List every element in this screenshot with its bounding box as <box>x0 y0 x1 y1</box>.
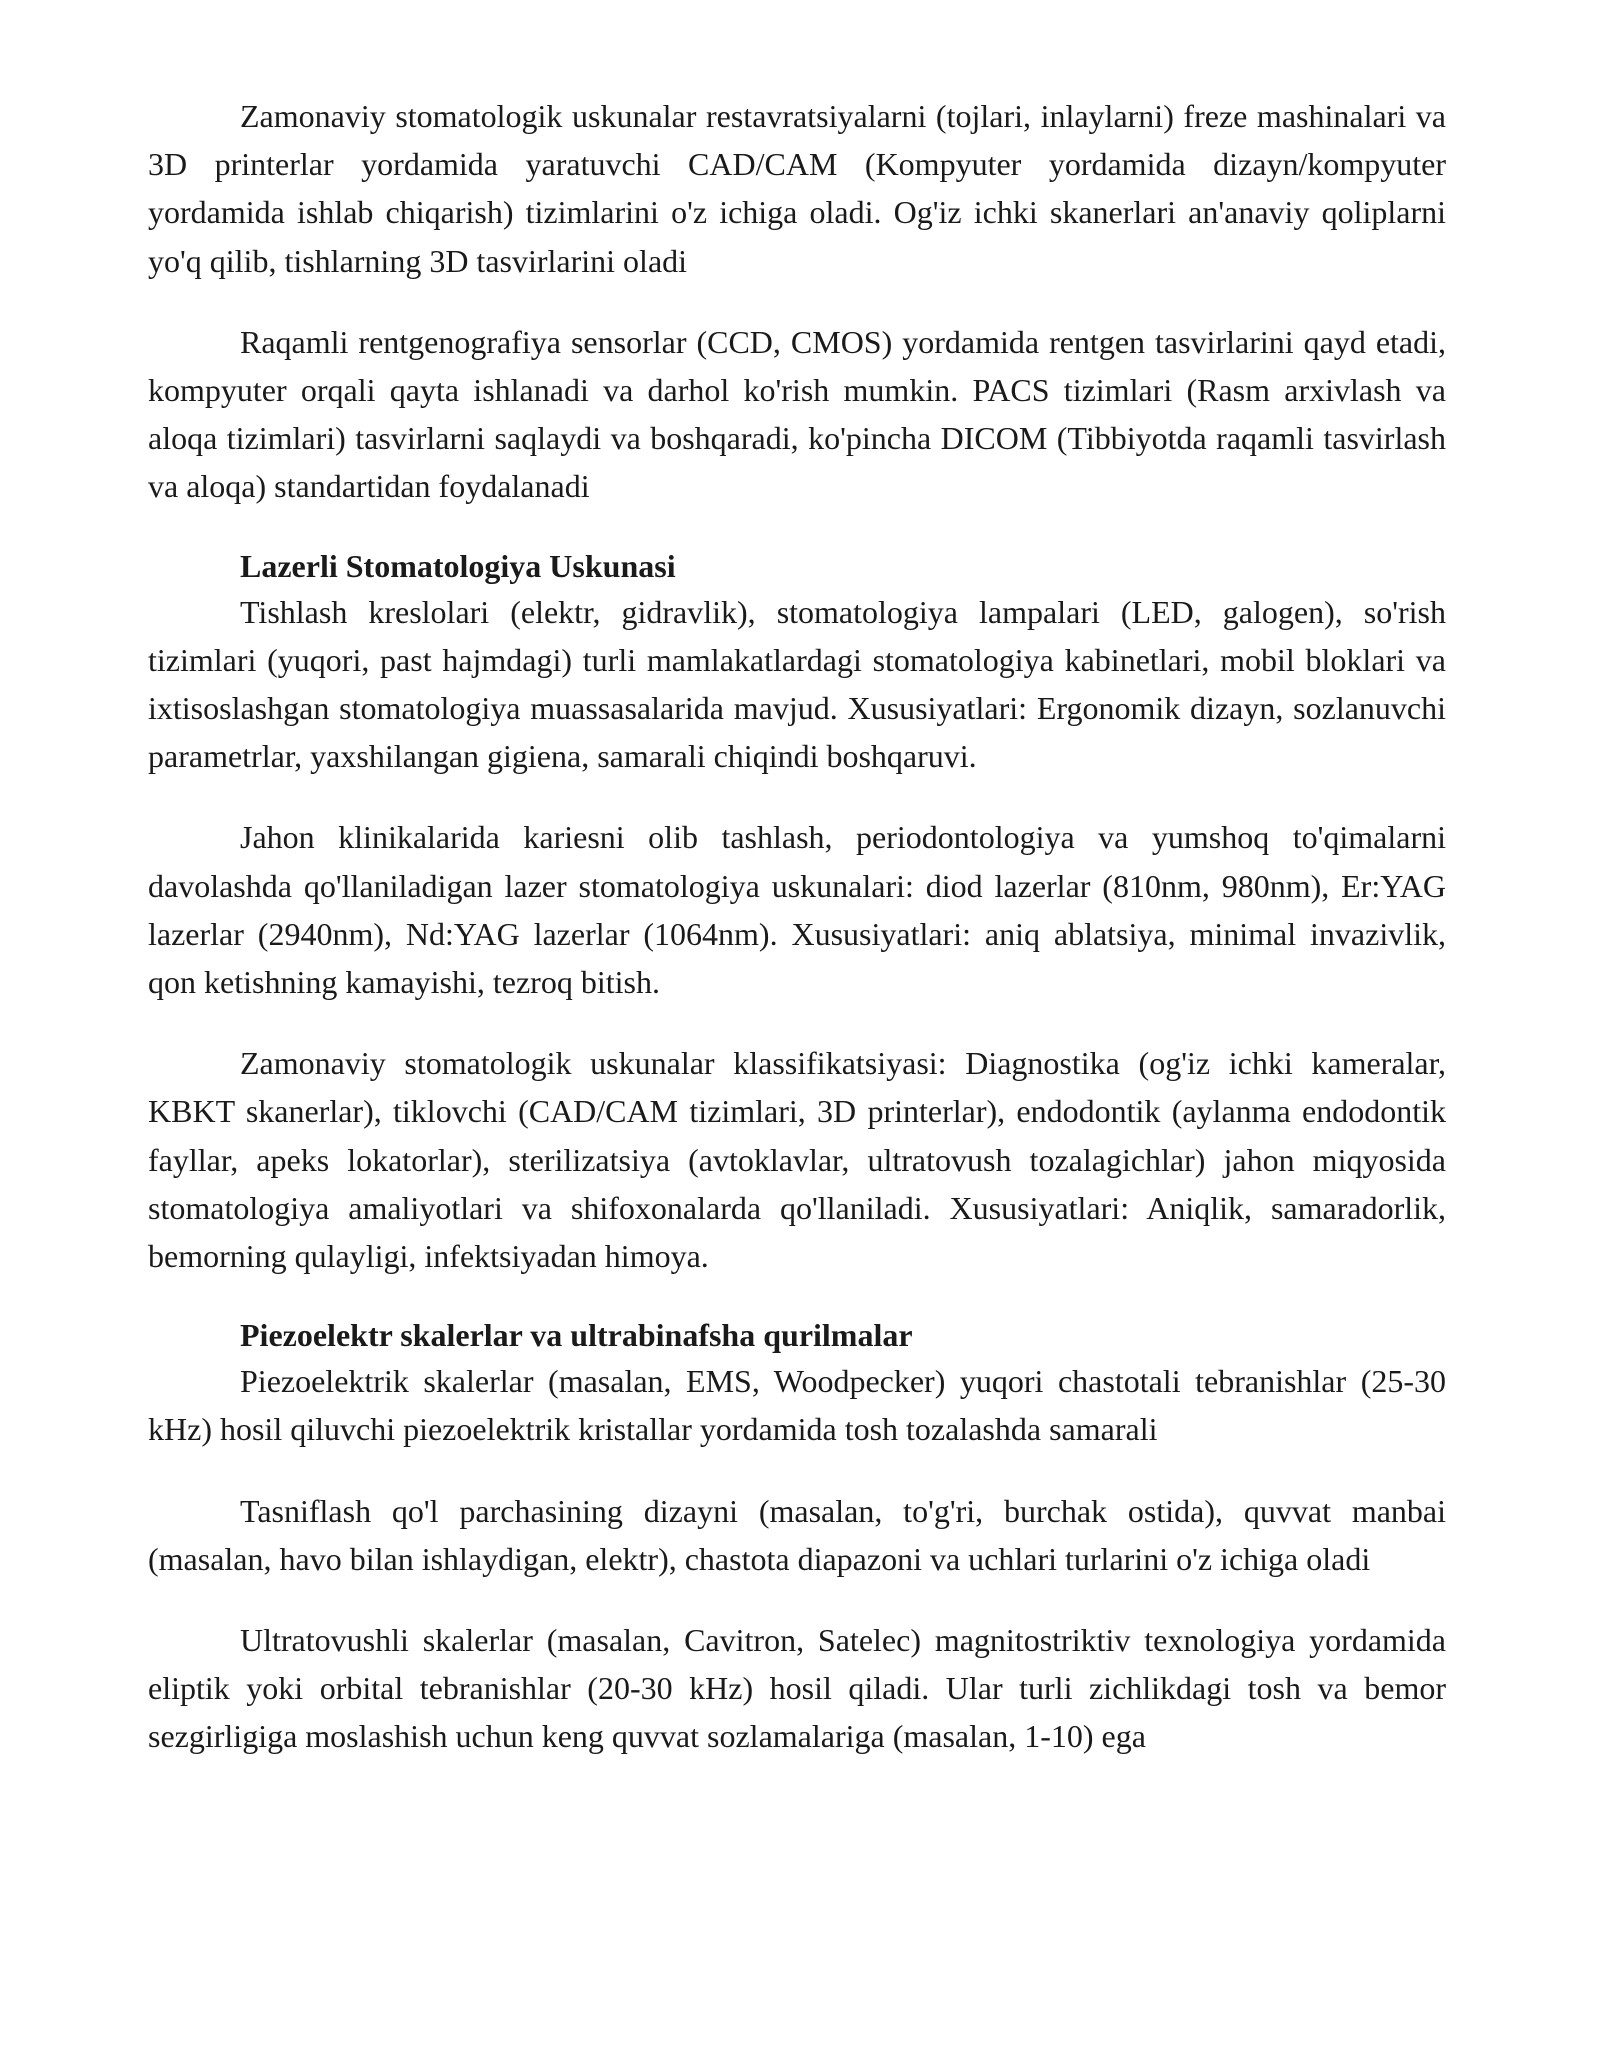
section-heading-piezo: Piezoelektr skalerlar va ultrabinafsha qurilmalar <box>240 1317 913 1354</box>
paragraph-classification-handpiece: Tasniflash qo'l parchasining dizayni (masalan, to'g'ri, burchak ostida), quvvat manbai (masalan, havo bilan ishlaydigan, elektr), chastota diapazoni va uchlari turlarini o'z ichiga oladi <box>148 1492 1446 1577</box>
document-page <box>148 92 1446 1794</box>
paragraph-cad-cam: Zamonaviy stomatologik uskunalar restavratsiyalarni (tojlari, inlaylarni) freze mashinalari va 3D printerlar yordamida yaratuvchi CAD/CAM (Kompyuter yordamida dizayn/kompyuter yordamida ishlab chiqarish) tizimlarini o'z ichiga oladi. Og'iz ichki skanerlari an'anaviy qoliplarni yo'q qilib, tishlarning 3D tasvirlarini oladi <box>148 98 1446 279</box>
paragraph-piezo-scalers: Piezoelektrik skalerlar (masalan, EMS, Woodpecker) yuqori chastotali tebranishlar (25-30 kHz) hosil qiluvchi piezoelektrik kristallar yordamida tosh tozalashda samarali <box>148 1363 1446 1448</box>
paragraph-digital-radiography: Raqamli rentgenografiya sensorlar (CCD, CMOS) yordamida rentgen tasvirlarini qayd etadi, kompyuter orqali qayta ishlanadi va darhol ko'rish mumkin. PACS tizimlari (Rasm arxivlash va aloqa tizimlari) tasvirlarni saqlaydi va boshqaradi, ko'pincha DICOM (Tibbiyotda raqamli tasvirlash va aloqa) standartidan foydalanadi <box>148 323 1446 505</box>
paragraph-ultrasonic-scalers: Ultratovushli skalerlar (masalan, Cavitron, Satelec) magnitostriktiv texnologiya yordamida eliptik yoki orbital tebranishlar (20-30 kHz) hosil qiladi. Ular turli zichlikdagi tosh va bemor sezgirligiga moslashish uchun keng quvvat sozlamalariga (masalan, 1-10) ega <box>148 1622 1446 1755</box>
section-heading-laser: Lazerli Stomatologiya Uskunasi <box>240 547 676 584</box>
paragraph-equipment-classification: Zamonaviy stomatologik uskunalar klassifikatsiyasi: Diagnostika (og'iz ichki kameralar, KBKT skanerlar), tiklovchi (CAD/CAM tizimlari, 3D printerlar), endodontik (aylanma endodontik fayllar, apeks lokatorlar), sterilizatsiya (avtoklavlar, ultratovush tozalagichlar) jahon miqyosida stomatologiya amaliyotlari va shifoxonalarda qo'llaniladi. Xususiyatlari: Aniqlik, samaradorlik, bemorning qulayligi, infektsiyadan himoya. <box>148 1045 1446 1275</box>
paragraph-laser-equipment: Jahon klinikalarida kariesni olib tashlash, periodontologiya va yumshoq to'qimalarni davolashda qo'llaniladigan lazer stomatologiya uskunalari: diod lazerlar (810nm, 980nm), Er:YAG lazerlar (2940nm), Nd:YAG lazerlar (1064nm). Xususiyatlari: aniq ablatsiya, minimal invazivlik, qon ketishning kamayishi, tezroq bitish. <box>148 819 1446 1001</box>
paragraph-dental-chairs: Tishlash kreslolari (elektr, gidravlik), stomatologiya lampalari (LED, galogen), so'rish tizimlari (yuqori, past hajmdagi) turli mamlakatlardagi stomatologiya kabinetlari, mobil bloklari va ixtisoslashgan stomatologiya muassasalarida mavjud. Xususiyatlari: Ergonomik dizayn, sozlanuvchi parametrlar, yaxshilangan gigiena, samarali chiqindi boshqaruvi. <box>148 593 1446 775</box>
